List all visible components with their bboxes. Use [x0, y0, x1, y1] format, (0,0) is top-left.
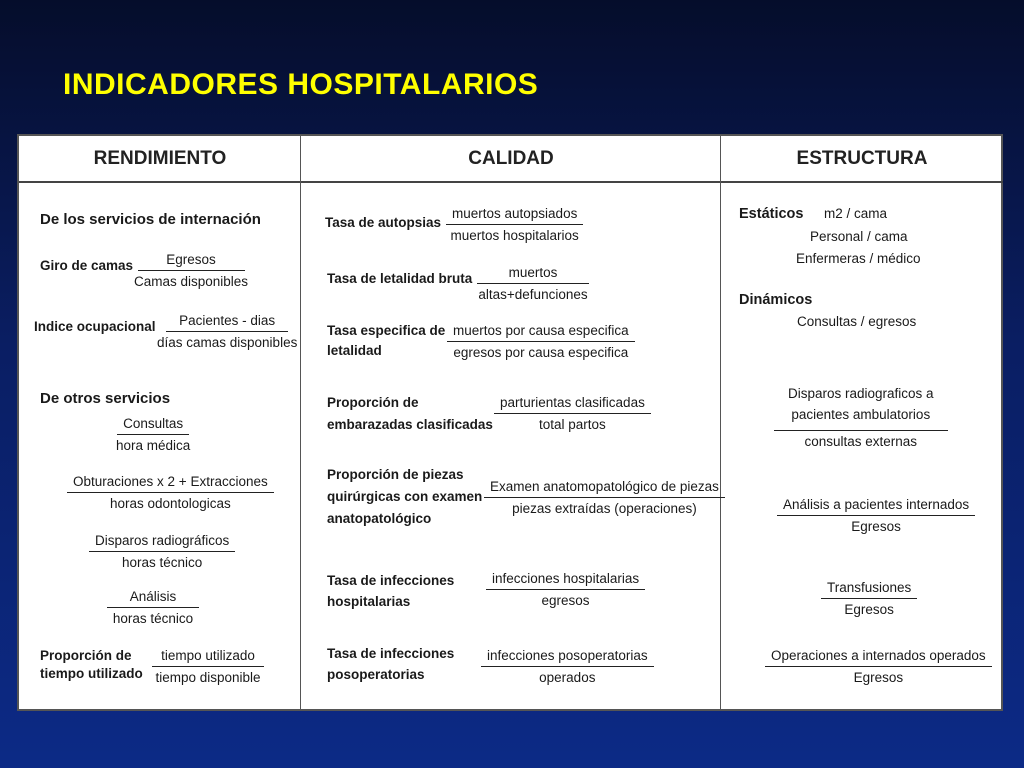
dinamicos-item: Consultas / egresos [797, 314, 917, 329]
giro-numerator: Egresos [138, 251, 245, 271]
consultas-denominator: hora médica [116, 438, 191, 453]
posoperatorias-fraction [481, 647, 654, 686]
indice-numerator: Pacientes - dias [166, 312, 288, 332]
transfusiones-numerator: Transfusiones [821, 579, 917, 599]
disparos-fraction [89, 532, 235, 571]
disparos-ambulatorios-num-line1: Disparos radiograficos a [788, 386, 934, 401]
letalidad-esp-denominator: egresos por causa especifica [453, 345, 629, 360]
disparos-ambulatorios-fraction [774, 383, 948, 450]
estaticos-item: Personal / cama [810, 229, 908, 244]
posoperatorias-denominator: operados [539, 670, 596, 685]
proporcion-label-2: tiempo utilizado [40, 666, 143, 681]
estaticos-item: m2 / cama [824, 206, 888, 221]
disparos-ambulatorios-num-line2: pacientes ambulatorios [791, 407, 931, 422]
posoperatorias-label-1: Tasa de infecciones [327, 646, 455, 661]
letalidad-bruta-label: Tasa de letalidad bruta [327, 271, 473, 286]
embarazadas-numerator: parturientas clasificadas [494, 394, 651, 414]
embarazadas-fraction [494, 394, 651, 433]
indice-label: Indice ocupacional [34, 319, 156, 334]
piezas-label-1: Proporción de piezas [327, 467, 464, 482]
letalidad-esp-numerator: muertos por causa especifica [447, 322, 635, 342]
analisis-internados-denominator: Egresos [851, 519, 901, 534]
estaticos-item: Enfermeras / médico [796, 251, 921, 266]
disparos-numerator: Disparos radiográficos [89, 532, 235, 552]
analisis-fraction [107, 588, 199, 627]
proporcion-label-1: Proporción de [40, 648, 132, 663]
letalidad-bruta-denominator: altas+defunciones [478, 287, 588, 302]
letalidad-esp-label-1: Tasa especifica de [327, 323, 446, 338]
infecciones-label-2: hospitalarias [327, 594, 411, 609]
estaticos-label: Estáticos [739, 206, 804, 222]
indicators-table [17, 134, 1003, 711]
indice-fraction [157, 312, 297, 351]
obturaciones-fraction [67, 473, 274, 512]
analisis-numerator: Análisis [107, 588, 199, 608]
autopsias-fraction [446, 205, 583, 244]
infecciones-label-1: Tasa de infecciones [327, 573, 455, 588]
column-divider [720, 136, 721, 709]
embarazadas-label-2: embarazadas clasificadas [327, 417, 493, 432]
consultas-numerator: Consultas [117, 415, 189, 435]
proporcion-numerator: tiempo utilizado [152, 647, 264, 667]
operaciones-denominator: Egresos [853, 670, 904, 685]
posoperatorias-label-2: posoperatorias [327, 667, 425, 682]
header-estructura: ESTRUCTURA [721, 136, 1003, 183]
analisis-internados-numerator: Análisis a pacientes internados [777, 496, 975, 516]
piezas-numerator: Examen anatomopatológico de piezas [484, 478, 725, 498]
embarazadas-denominator: total partos [539, 417, 606, 432]
operaciones-fraction [765, 647, 992, 686]
piezas-label-3: anatopatológico [327, 511, 432, 526]
dinamicos-label: Dinámicos [739, 292, 813, 308]
disparos-ambulatorios-numerator [774, 383, 948, 431]
autopsias-denominator: muertos hospitalarios [450, 228, 579, 243]
giro-fraction [134, 251, 248, 290]
piezas-label-2: quirúrgicas con examen [327, 489, 483, 504]
giro-label: Giro de camas [40, 258, 134, 273]
transfusiones-denominator: Egresos [844, 602, 894, 617]
letalidad-esp-fraction [447, 322, 635, 361]
posoperatorias-numerator: infecciones posoperatorias [481, 647, 654, 667]
piezas-denominator: piezas extraídas (operaciones) [512, 501, 697, 516]
letalidad-esp-label-2: letalidad [327, 343, 382, 358]
obturaciones-denominator: horas odontologicas [109, 496, 231, 511]
infecciones-denominator: egresos [541, 593, 590, 608]
disparos-ambulatorios-denominator: consultas externas [804, 434, 918, 449]
giro-denominator: Camas disponibles [134, 274, 249, 289]
letalidad-bruta-fraction [477, 264, 589, 303]
consultas-fraction [116, 415, 190, 454]
embarazadas-label-1: Proporción de [327, 395, 419, 410]
column-divider [300, 136, 301, 709]
analisis-denominator: horas técnico [112, 611, 194, 626]
slide-title: INDICADORES HOSPITALARIOS [63, 68, 539, 101]
header-calidad: CALIDAD [301, 136, 721, 183]
section-internacion: De los servicios de internación [40, 211, 261, 228]
operaciones-numerator: Operaciones a internados operados [765, 647, 992, 667]
infecciones-fraction [486, 570, 645, 609]
disparos-denominator: horas técnico [122, 555, 203, 570]
infecciones-numerator: infecciones hospitalarias [486, 570, 645, 590]
obturaciones-numerator: Obturaciones x 2 + Extracciones [67, 473, 274, 493]
proporcion-denominator: tiempo disponible [155, 670, 261, 685]
autopsias-label: Tasa de autopsias [325, 215, 442, 230]
letalidad-bruta-numerator: muertos [477, 264, 589, 284]
piezas-fraction [484, 478, 725, 517]
autopsias-numerator: muertos autopsiados [446, 205, 583, 225]
header-rendimiento: RENDIMIENTO [19, 136, 301, 183]
analisis-internados-fraction [777, 496, 975, 535]
transfusiones-fraction [821, 579, 917, 618]
proporcion-fraction [152, 647, 264, 686]
indice-denominator: días camas disponibles [157, 335, 298, 350]
section-otros: De otros servicios [40, 390, 171, 407]
